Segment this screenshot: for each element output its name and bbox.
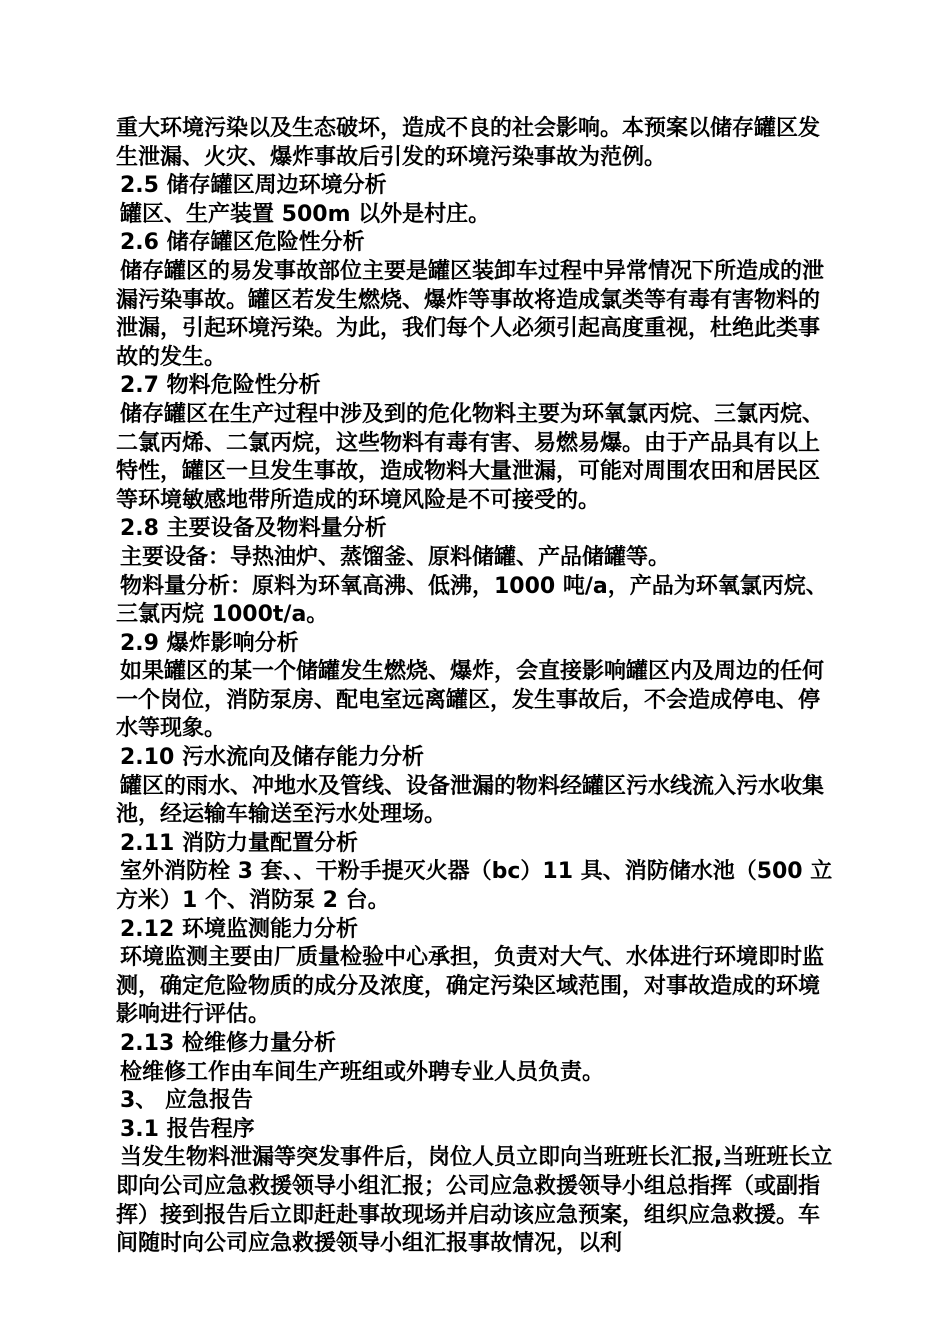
paragraph: 罐区、生产装置 500m 以外是村庄。 <box>120 201 491 227</box>
paragraph: 重大环境污染以及生态破坏，造成不良的社会影响。本预案以储存罐区发生泄漏、火灾、爆炸事故后引发的环境污染事故为范例。 <box>116 116 821 170</box>
paragraph: 如果罐区的某一个储罐发生燃烧、爆炸，会直接影响罐区内及周边的任何一个岗位，消防泵房、配电室远离罐区，发生事故后，不会造成停电、停水等现象。 <box>116 659 825 742</box>
document-body <box>116 115 840 1259</box>
section-heading: 2.11 消防力量配置分析 <box>120 830 358 856</box>
paragraph: 储存罐区的易发事故部位主要是罐区装卸车过程中异常情况下所造成的泄漏污染事故。罐区若发生燃烧、爆炸等事故将造成氯类等有毒有害物料的泄漏，引起环境污染。为此，我们每个人必须引起高度重视，杜绝此类事故的发生。 <box>116 258 825 370</box>
paragraph: 环境监测主要由厂质量检验中心承担，负责对大气、水体进行环境即时监测，确定危险物质的成分及浓度，确定污染区域范围，对事故造成的环境影响进行评估。 <box>116 945 825 1028</box>
section-heading: 2.5 储存罐区周边环境分析 <box>120 173 387 199</box>
section-heading: 2.6 储存罐区危险性分析 <box>120 230 365 256</box>
paragraph: 储存罐区在生产过程中涉及到的危化物料主要为环氧氯丙烷、三氯丙烷、二氯丙烯、二氯丙烷，这些物料有毒有害、易燃易爆。由于产品具有以上特性，罐区一旦发生事故，造成物料大量泄漏，可能对周围农田和居民区等环境敏感地带所造成的环境风险是不可接受的。 <box>116 401 825 513</box>
section-heading: 2.12 环境监测能力分析 <box>120 916 358 942</box>
paragraph: 主要设备：导热油炉、蒸馏釜、原料储罐、产品储罐等。 <box>120 544 671 570</box>
paragraph: 罐区的雨水、冲地水及管线、设备泄漏的物料经罐区污水线流入污水收集池，经运输车输送至污水处理场。 <box>116 773 825 828</box>
section-heading: 2.9 爆炸影响分析 <box>120 630 299 656</box>
paragraph: 物料量分析：原料为环氧高沸、低沸，1000 吨/a，产品为环氧氯丙烷、三氯丙烷 1000t/a。 <box>116 573 828 628</box>
section-heading: 2.10 污水流向及储存能力分析 <box>120 745 424 771</box>
section-heading: 2.7 物料危险性分析 <box>120 373 321 399</box>
section-heading: 3.1 报告程序 <box>120 1116 255 1142</box>
paragraph: 当发生物料泄漏等突发事件后，岗位人员立即向当班班长汇报,当班班长立即向公司应急救援领导小组汇报；公司应急救援领导小组总指挥（或副指挥）接到报告后立即赶赴事故现场并启动该应急预案，组织应急救援。车间随时向公司应急救援领导小组汇报事故情况，以利 <box>116 1145 833 1257</box>
section-heading: 2.8 主要设备及物料量分析 <box>120 516 387 542</box>
paragraph: 室外消防栓 3 套、、干粉手提灭火器（bc）11 具、消防储水池（500 立方米）1 个、消防泵 2 台。 <box>116 859 833 914</box>
section-heading: 2.13 检维修力量分析 <box>120 1031 336 1056</box>
section-heading: 3、 应急报告 <box>120 1088 253 1114</box>
paragraph: 检维修工作由车间生产班组或外聘专业人员负责。 <box>120 1059 605 1085</box>
